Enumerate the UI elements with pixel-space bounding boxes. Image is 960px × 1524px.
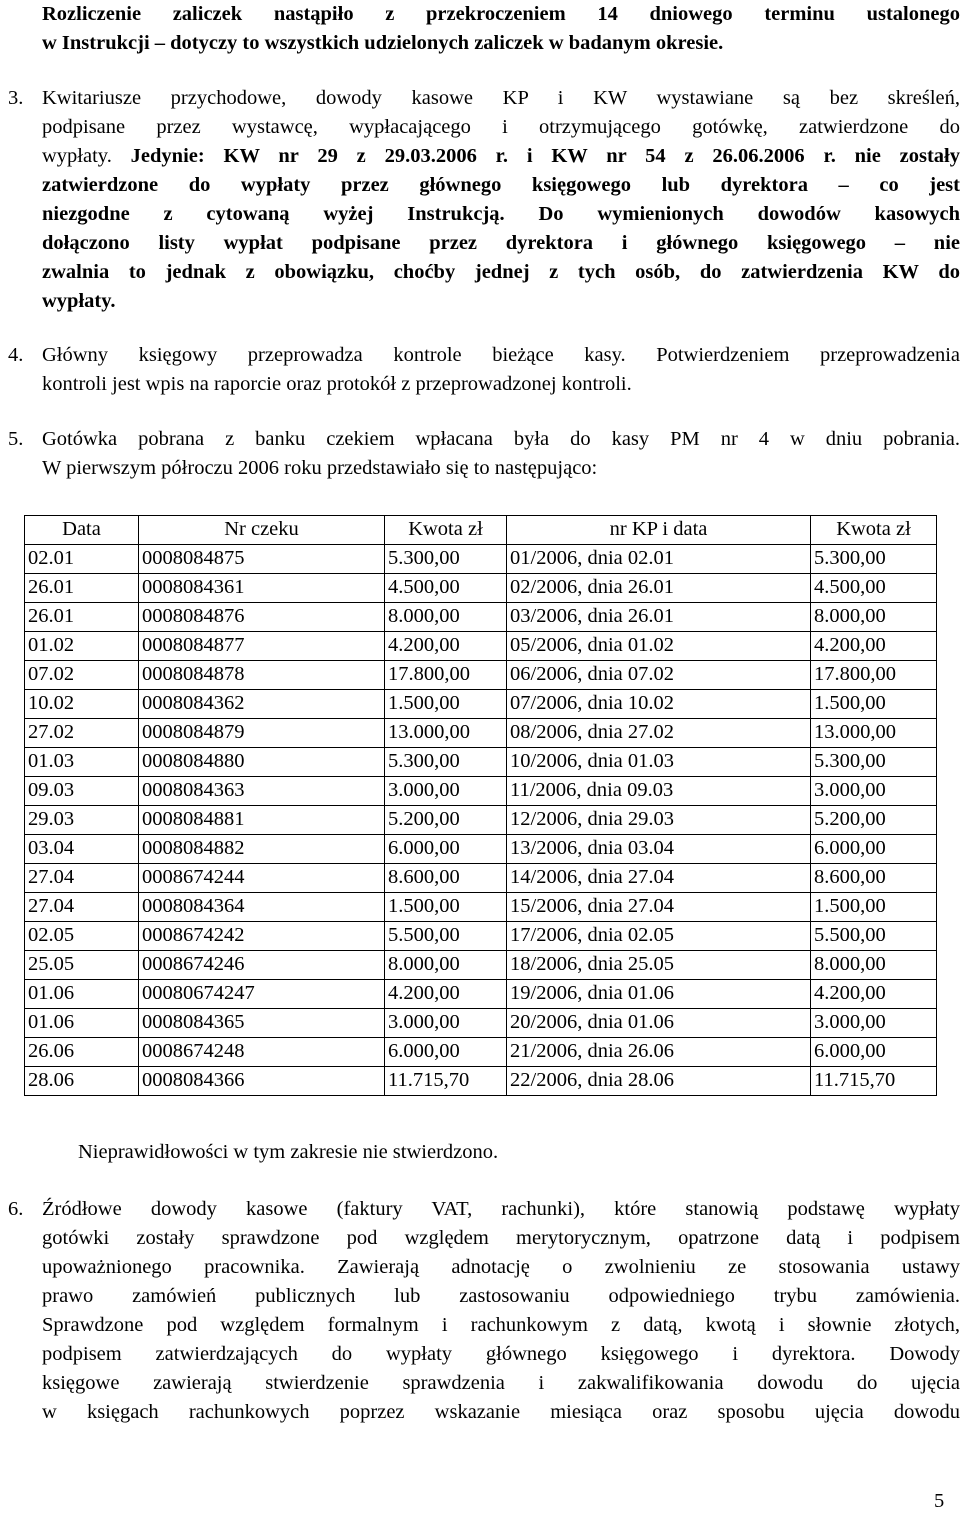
paragraph-6-line-6: podpisem zatwierdzających do wypłaty głównego księgowego i dyrektora. Dowody xyxy=(42,1343,960,1365)
cell-amount-2: 4.200,00 xyxy=(811,632,937,661)
table-row xyxy=(25,777,937,806)
table-row xyxy=(25,719,937,748)
cell-cheque-number: 0008084876 xyxy=(139,603,385,632)
cell-date: 10.02 xyxy=(25,690,139,719)
table-row xyxy=(25,893,937,922)
cell-kp-number-date: 05/2006, dnia 01.02 xyxy=(507,632,811,661)
paragraph-3-line-3 xyxy=(42,142,960,171)
paragraph-6 xyxy=(42,1195,960,1427)
cell-cheque-number: 0008674246 xyxy=(139,951,385,980)
page-number: 5 xyxy=(934,1490,945,1512)
paragraph-6-line-1: Źródłowe dowody kasowe (faktury VAT, rachunki), które stanowią podstawę wypłaty xyxy=(42,1198,960,1220)
cell-amount-2: 8.000,00 xyxy=(811,603,937,632)
paragraph-3-line-5 xyxy=(42,200,960,229)
cell-cheque-number: 0008084878 xyxy=(139,661,385,690)
paragraph-6-line-5: Sprawdzone pod względem formalnym i rachunkowym z datą, kwotą i słownie złotych, xyxy=(42,1314,960,1336)
cell-cheque-number: 0008084880 xyxy=(139,748,385,777)
table-row xyxy=(25,835,937,864)
cell-kp-number-date: 19/2006, dnia 01.06 xyxy=(507,980,811,1009)
intro-line-1: Rozliczenie zaliczek nastąpiło z przekroczeniem 14 dniowego terminu ustalonego xyxy=(42,3,960,25)
cell-amount: 5.500,00 xyxy=(385,922,507,951)
cell-date: 25.05 xyxy=(25,951,139,980)
cell-date: 02.01 xyxy=(25,545,139,574)
cell-date: 09.03 xyxy=(25,777,139,806)
cell-kp-number-date: 10/2006, dnia 01.03 xyxy=(507,748,811,777)
paragraph-4-line-1: Główny księgowy przeprowadza kontrole bieżące kasy. Potwierdzeniem przeprowadzenia xyxy=(42,344,960,366)
cell-amount: 5.300,00 xyxy=(385,748,507,777)
cell-amount: 8.000,00 xyxy=(385,951,507,980)
cell-date: 29.03 xyxy=(25,806,139,835)
paragraph-6-line-8: w księgach rachunkowych poprzez wskazanie miesiąca oraz sposobu ujęcia dowodu xyxy=(42,1401,960,1423)
cell-amount-2: 1.500,00 xyxy=(811,893,937,922)
paragraph-3-line-2: podpisane przez wystawcę, wypłacającego i otrzymującego gotówkę, zatwierdzone do xyxy=(42,116,960,138)
paragraph-3-line-3-plain: wypłaty. xyxy=(42,145,131,167)
cell-date: 26.06 xyxy=(25,1038,139,1067)
cell-cheque-number: 0008084361 xyxy=(139,574,385,603)
cell-amount-2: 6.000,00 xyxy=(811,1038,937,1067)
cell-date: 01.02 xyxy=(25,632,139,661)
cell-date: 26.01 xyxy=(25,603,139,632)
cell-cheque-number: 0008084881 xyxy=(139,806,385,835)
cell-kp-number-date: 02/2006, dnia 26.01 xyxy=(507,574,811,603)
paragraph-4-number: 4. xyxy=(8,344,24,366)
cell-date: 01.03 xyxy=(25,748,139,777)
paragraph-3-line-3-bold: Jedynie: KW nr 29 z 29.03.2006 r. i KW nr 54 z 26.06.2006 r. nie zostały xyxy=(130,145,960,167)
paragraph-3-line-5-rest: Do wymienionych dowodów kasowych xyxy=(504,203,960,225)
paragraph-6-line-2: gotówki zostały sprawdzone pod względem merytorycznym, opatrzone datą i podpisem xyxy=(42,1227,960,1249)
paragraph-3-line-1: Kwitariusze przychodowe, dowody kasowe KP i KW wystawiane są bez skreśleń, xyxy=(42,87,960,109)
table-row xyxy=(25,806,937,835)
cell-amount: 5.300,00 xyxy=(385,545,507,574)
cell-date: 26.01 xyxy=(25,574,139,603)
cell-date: 27.04 xyxy=(25,893,139,922)
cell-kp-number-date: 17/2006, dnia 02.05 xyxy=(507,922,811,951)
cell-cheque-number: 0008084877 xyxy=(139,632,385,661)
table-row xyxy=(25,632,937,661)
table-row xyxy=(25,1038,937,1067)
cell-kp-number-date: 08/2006, dnia 27.02 xyxy=(507,719,811,748)
cell-date: 01.06 xyxy=(25,1009,139,1038)
cell-amount-2: 8.600,00 xyxy=(811,864,937,893)
note: Nieprawidłowości w tym zakresie nie stwierdzono. xyxy=(78,1141,499,1163)
paragraph-3-line-6: dołączono listy wypłat podpisane przez dyrektora i głównego księgowego – nie xyxy=(42,232,960,254)
cell-amount-2: 11.715,70 xyxy=(811,1067,937,1096)
cell-amount-2: 5.300,00 xyxy=(811,545,937,574)
paragraph-4-line-2: kontroli jest wpis na raporcie oraz protokół z przeprowadzonej kontroli. xyxy=(42,373,632,395)
paragraph-6-line-3: upoważnionego pracownika. Zawierają adnotację o zwolnieniu ze stosowania ustawy xyxy=(42,1256,960,1278)
cell-cheque-number: 0008084362 xyxy=(139,690,385,719)
cell-kp-number-date: 11/2006, dnia 09.03 xyxy=(507,777,811,806)
cell-cheque-number: 0008674248 xyxy=(139,1038,385,1067)
cell-amount-2: 8.000,00 xyxy=(811,951,937,980)
cell-date: 07.02 xyxy=(25,661,139,690)
cell-amount-2: 4.500,00 xyxy=(811,574,937,603)
cell-amount: 3.000,00 xyxy=(385,777,507,806)
cell-kp-number-date: 03/2006, dnia 26.01 xyxy=(507,603,811,632)
header-kwota-2: Kwota zł xyxy=(811,516,937,545)
cell-cheque-number: 0008674244 xyxy=(139,864,385,893)
paragraph-3-number: 3. xyxy=(8,87,24,109)
table-row xyxy=(25,951,937,980)
cell-cheque-number: 0008674242 xyxy=(139,922,385,951)
cell-date: 27.02 xyxy=(25,719,139,748)
paragraph-6-line-7: księgowe zawierają stwierdzenie sprawdzenia i zakwalifikowania dowodu do ujęcia xyxy=(42,1372,960,1394)
cell-date: 27.04 xyxy=(25,864,139,893)
table-row xyxy=(25,545,937,574)
cell-kp-number-date: 20/2006, dnia 01.06 xyxy=(507,1009,811,1038)
table-row xyxy=(25,748,937,777)
cell-cheque-number: 00080674247 xyxy=(139,980,385,1009)
cell-amount: 8.600,00 xyxy=(385,864,507,893)
cheque-table xyxy=(24,515,937,1096)
cell-kp-number-date: 07/2006, dnia 10.02 xyxy=(507,690,811,719)
cell-amount-2: 3.000,00 xyxy=(811,777,937,806)
cell-cheque-number: 0008084365 xyxy=(139,1009,385,1038)
intro-line-2: w Instrukcji – dotyczy to wszystkich udzielonych zaliczek w badanym okresie. xyxy=(42,32,724,54)
cell-amount: 13.000,00 xyxy=(385,719,507,748)
cell-amount: 6.000,00 xyxy=(385,835,507,864)
table-row xyxy=(25,922,937,951)
cell-kp-number-date: 14/2006, dnia 27.04 xyxy=(507,864,811,893)
cell-cheque-number: 0008084882 xyxy=(139,835,385,864)
paragraph-3-line-8: wypłaty. xyxy=(42,290,116,312)
cell-cheque-number: 0008084366 xyxy=(139,1067,385,1096)
cell-amount-2: 6.000,00 xyxy=(811,835,937,864)
cell-kp-number-date: 06/2006, dnia 07.02 xyxy=(507,661,811,690)
cell-amount: 8.000,00 xyxy=(385,603,507,632)
paragraph-6-number: 6. xyxy=(8,1198,24,1220)
cell-kp-number-date: 15/2006, dnia 27.04 xyxy=(507,893,811,922)
paragraph-3-line-5-bold: niezgodne z cytowaną wyżej Instrukcją. xyxy=(42,203,505,225)
table-row xyxy=(25,574,937,603)
cell-amount: 4.500,00 xyxy=(385,574,507,603)
cell-amount-2: 17.800,00 xyxy=(811,661,937,690)
table-body xyxy=(25,545,937,1096)
cell-amount: 1.500,00 xyxy=(385,690,507,719)
header-data: Data xyxy=(25,516,139,545)
cell-kp-number-date: 22/2006, dnia 28.06 xyxy=(507,1067,811,1096)
cell-amount: 17.800,00 xyxy=(385,661,507,690)
cell-kp-number-date: 01/2006, dnia 02.01 xyxy=(507,545,811,574)
cell-amount: 4.200,00 xyxy=(385,980,507,1009)
cell-date: 03.04 xyxy=(25,835,139,864)
paragraph-4 xyxy=(42,341,960,399)
paragraph-3-line-4: zatwierdzone do wypłaty przez głównego księgowego lub dyrektora – co jest xyxy=(42,174,960,196)
cell-cheque-number: 0008084364 xyxy=(139,893,385,922)
cell-amount: 6.000,00 xyxy=(385,1038,507,1067)
header-nr-kp: nr KP i data xyxy=(507,516,811,545)
paragraph-3-line-7: zwalnia to jednak z obowiązku, choćby jednej z tych osób, do zatwierdzenia KW do xyxy=(42,261,960,283)
table-row xyxy=(25,980,937,1009)
intro-paragraph xyxy=(42,0,960,58)
cell-amount: 3.000,00 xyxy=(385,1009,507,1038)
cell-kp-number-date: 12/2006, dnia 29.03 xyxy=(507,806,811,835)
table-row xyxy=(25,864,937,893)
header-kwota: Kwota zł xyxy=(385,516,507,545)
cell-kp-number-date: 21/2006, dnia 26.06 xyxy=(507,1038,811,1067)
header-nr-czeku: Nr czeku xyxy=(139,516,385,545)
table-header-row xyxy=(25,516,937,545)
table-row xyxy=(25,1067,937,1096)
cell-kp-number-date: 18/2006, dnia 25.05 xyxy=(507,951,811,980)
cell-kp-number-date: 13/2006, dnia 03.04 xyxy=(507,835,811,864)
cell-amount-2: 5.200,00 xyxy=(811,806,937,835)
table-row xyxy=(25,1009,937,1038)
table-row xyxy=(25,661,937,690)
cell-amount: 5.200,00 xyxy=(385,806,507,835)
paragraph-3 xyxy=(42,84,960,316)
cell-amount: 4.200,00 xyxy=(385,632,507,661)
cell-amount-2: 5.300,00 xyxy=(811,748,937,777)
paragraph-6-line-4: prawo zamówień publicznych lub zastosowaniu odpowiedniego trybu zamówienia. xyxy=(42,1285,960,1307)
cell-cheque-number: 0008084879 xyxy=(139,719,385,748)
table-row xyxy=(25,603,937,632)
cell-amount-2: 4.200,00 xyxy=(811,980,937,1009)
cell-amount-2: 5.500,00 xyxy=(811,922,937,951)
cell-date: 28.06 xyxy=(25,1067,139,1096)
cell-date: 01.06 xyxy=(25,980,139,1009)
paragraph-5-line-2: W pierwszym półroczu 2006 roku przedstawiało się to następująco: xyxy=(42,457,598,479)
cell-date: 02.05 xyxy=(25,922,139,951)
paragraph-5 xyxy=(42,425,960,483)
cell-cheque-number: 0008084363 xyxy=(139,777,385,806)
paragraph-5-number: 5. xyxy=(8,428,24,450)
cell-amount-2: 13.000,00 xyxy=(811,719,937,748)
table-row xyxy=(25,690,937,719)
cell-amount-2: 1.500,00 xyxy=(811,690,937,719)
cell-amount-2: 3.000,00 xyxy=(811,1009,937,1038)
paragraph-5-line-1: Gotówka pobrana z banku czekiem wpłacana była do kasy PM nr 4 w dniu pobrania. xyxy=(42,428,960,450)
cell-amount: 11.715,70 xyxy=(385,1067,507,1096)
cell-cheque-number: 0008084875 xyxy=(139,545,385,574)
cell-amount: 1.500,00 xyxy=(385,893,507,922)
